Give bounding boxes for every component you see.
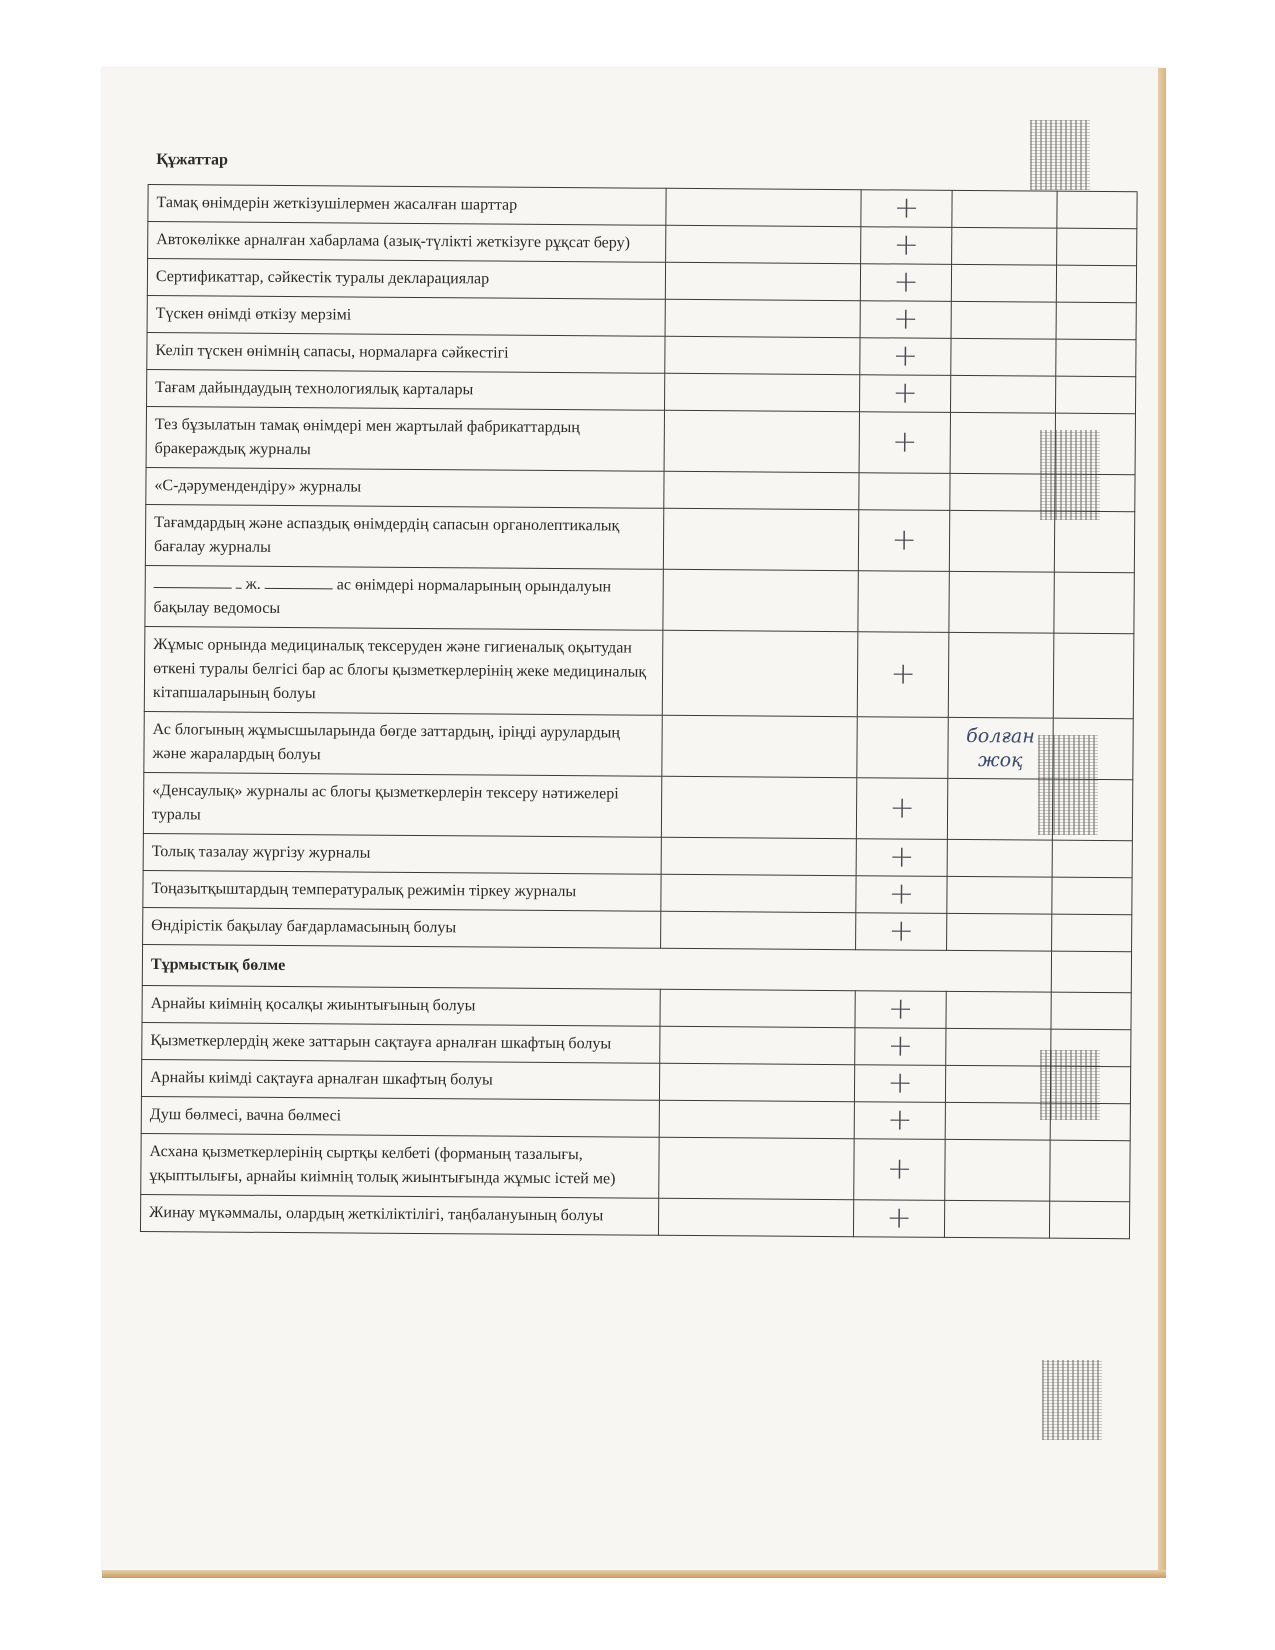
row-empty-cell (664, 410, 860, 472)
row-note (949, 571, 1055, 633)
row-check-mark: + (861, 227, 952, 265)
row-empty-cell (659, 1100, 855, 1138)
row-check-mark: + (859, 412, 950, 474)
row-item-text: Тағам дайындаудың технологиялық карталары (147, 369, 665, 410)
handwritten-note: болған жоқ (948, 717, 1054, 779)
row-empty-cell (1052, 840, 1132, 878)
fill-in-blank (236, 588, 242, 589)
row-empty-cell (1050, 1140, 1130, 1202)
row-check-mark: + (856, 839, 947, 877)
row-check-mark: + (857, 778, 948, 840)
row-empty-cell (662, 630, 858, 716)
row-empty-cell (1057, 191, 1137, 229)
row-note (949, 510, 1055, 572)
row-empty-cell (1054, 511, 1134, 573)
row-empty-cell (664, 373, 860, 411)
row-check-mark: + (854, 1200, 945, 1238)
section-header-row (148, 136, 1137, 192)
row-empty-cell (1051, 951, 1131, 993)
inspection-checklist-table (140, 136, 1138, 1239)
row-empty-cell (663, 471, 859, 509)
row-check-mark (859, 473, 950, 511)
fill-in-blank (154, 587, 232, 589)
row-empty-cell (1056, 265, 1136, 303)
row-check-mark (858, 571, 949, 633)
row-empty-cell (661, 837, 857, 875)
row-empty-cell (659, 1063, 855, 1101)
table-row (144, 711, 1133, 779)
row-note (944, 1200, 1049, 1238)
row-note (952, 190, 1057, 228)
row-empty-cell (665, 188, 861, 226)
row-empty-cell (663, 508, 859, 570)
row-check-mark: + (860, 375, 951, 413)
row-item-text: Тоңазытқыштардың температуралық режимін тіркеу журналы (143, 870, 661, 911)
row-check-mark: + (856, 913, 947, 951)
section-title: Құжаттар (148, 136, 1137, 192)
row-empty-cell (1052, 877, 1132, 915)
row-check-mark: + (860, 338, 951, 376)
row-note (945, 1065, 1050, 1103)
row-check-mark: + (858, 632, 949, 718)
row-item-text: Тамақ өнімдерін жеткізушілермен жасалған шарттар (148, 185, 666, 226)
row-check-mark: + (856, 876, 947, 914)
row-note (947, 839, 1052, 877)
row-item-text-part: ас өнімдері нормаларының орындалуын бақылау ведомосы (153, 576, 612, 617)
row-item-text: Ас блогының жұмысшыларында бөгде заттардың, іріңді аурулардың және жаралардың болуы (144, 711, 662, 776)
table-row (141, 1133, 1130, 1201)
row-empty-cell (1055, 474, 1135, 512)
row-note (947, 778, 1053, 840)
row-note (945, 1028, 1050, 1066)
row-item-text: Түскен өнімді өткізу мерзімі (147, 295, 665, 336)
paper-edge-bottom (102, 1570, 1166, 1578)
row-item-text: Сертификаттар, сәйкестік туралы декларациялар (147, 259, 665, 300)
row-empty-cell (1055, 413, 1135, 475)
row-item-text: Толық тазалау жүргізу журналы (143, 833, 661, 874)
row-note (950, 412, 1056, 474)
row-empty-cell (1055, 376, 1135, 414)
table-row (145, 504, 1134, 572)
table-row (140, 1194, 1129, 1238)
row-note (951, 264, 1056, 302)
row-note (945, 1102, 1050, 1140)
row-item-text: Автокөлікке арналған хабарлама (азық-түлікті жеткізуге рұқсат беру) (148, 222, 666, 263)
row-empty-cell (1049, 1201, 1129, 1239)
row-empty-cell (1051, 992, 1131, 1030)
row-item-text: Тағамдардың және аспаздық өнімдердің сапасын органолептикалық бағалау журналы (145, 504, 663, 569)
row-note (946, 913, 1051, 951)
row-item-text-part: ж. (245, 575, 261, 593)
row-note (950, 375, 1055, 413)
row-empty-cell (1054, 572, 1134, 634)
row-item-text: «С-дәрумендендіру» журналы (146, 467, 664, 508)
row-empty-cell (665, 225, 861, 263)
row-note (947, 876, 1052, 914)
row-empty-cell (1056, 339, 1136, 377)
row-check-mark: + (859, 510, 950, 572)
row-item-text: Келіп түскен өнімнің сапасы, нормаларға сәйкестігі (147, 332, 665, 373)
section-title: Тұрмыстық бөлме (142, 944, 1051, 992)
row-empty-cell (1056, 302, 1136, 340)
row-empty-cell (1052, 914, 1132, 952)
row-note (945, 1139, 1051, 1201)
row-item-text: Жинау мүкәммалы, олардың жеткіліктілігі, таңбалануының болуы (140, 1194, 658, 1235)
table-row (145, 565, 1134, 633)
row-check-mark: + (861, 264, 952, 302)
row-empty-cell (1050, 1103, 1130, 1141)
fill-in-blank (265, 588, 333, 589)
row-check-mark: + (855, 1028, 946, 1066)
row-empty-cell (665, 299, 861, 337)
row-empty-cell (663, 569, 859, 631)
row-item-text: Арнайы киімнің қосалқы жиынтығының болуы (142, 985, 660, 1026)
row-empty-cell (1053, 718, 1133, 780)
row-check-mark (857, 717, 948, 779)
row-note (948, 632, 1054, 718)
row-item-text: Душ бөлмесі, вачна бөлмесі (141, 1096, 659, 1137)
row-empty-cell (1050, 1066, 1130, 1104)
row-item-text: Арнайы киімді сақтауға арналған шкафтың болуы (141, 1059, 659, 1100)
row-check-mark: + (860, 301, 951, 339)
row-empty-cell (660, 989, 856, 1027)
row-empty-cell (664, 336, 860, 374)
row-item-text (145, 565, 663, 630)
table-row (143, 772, 1132, 840)
row-empty-cell (660, 874, 856, 912)
row-empty-cell (659, 1026, 855, 1064)
row-note (950, 473, 1055, 511)
row-item-text: Өндірістік бақылау бағдарламасының болуы (143, 907, 661, 948)
row-item-text: «Денсаулық» журналы ас блогы қызметкерлерін тексеру нәтижелері туралы (143, 772, 661, 837)
row-check-mark: + (854, 1139, 945, 1201)
row-note (951, 301, 1056, 339)
row-check-mark: + (855, 1065, 946, 1103)
row-note (951, 227, 1056, 265)
scan-noise (1042, 1360, 1102, 1440)
row-empty-cell (1057, 228, 1137, 266)
row-item-text: Қызметкерлердің жеке заттарын сақтауға арналған шкафтың болуы (142, 1022, 660, 1063)
row-empty-cell (661, 776, 857, 838)
row-empty-cell (665, 262, 861, 300)
row-item-text: Жұмыс орнында медициналық тексеруден және гигиеналық оқытудан өткені туралы белгісі бар ас блогы қызметкерлерінің жеке медициналық кітапшаларының болуы (144, 626, 662, 715)
table-row (144, 626, 1134, 718)
row-empty-cell (661, 715, 857, 777)
row-empty-cell (658, 1137, 854, 1199)
row-item-text: Асхана қызметкерлерінің сыртқы келбеті (форманың тазалығы, ұқыптылығы, арнайы киімнің толық жиынтығында жұмыс істей ме) (141, 1133, 659, 1198)
row-empty-cell (660, 911, 856, 949)
row-empty-cell (1052, 779, 1132, 841)
row-check-mark: + (854, 1102, 945, 1140)
section-header-row (142, 944, 1131, 992)
row-note (946, 991, 1051, 1029)
row-note (951, 338, 1056, 376)
row-empty-cell (1051, 1029, 1131, 1067)
row-check-mark: + (855, 991, 946, 1029)
row-check-mark: + (861, 190, 952, 228)
paper-edge-right (1158, 68, 1166, 1574)
table-row (146, 406, 1135, 474)
row-item-text: Тез бұзылатын тамақ өнімдері мен жартылай фабрикаттардың бракераждық журналы (146, 406, 664, 471)
row-empty-cell (658, 1198, 854, 1236)
row-empty-cell (1053, 633, 1134, 719)
